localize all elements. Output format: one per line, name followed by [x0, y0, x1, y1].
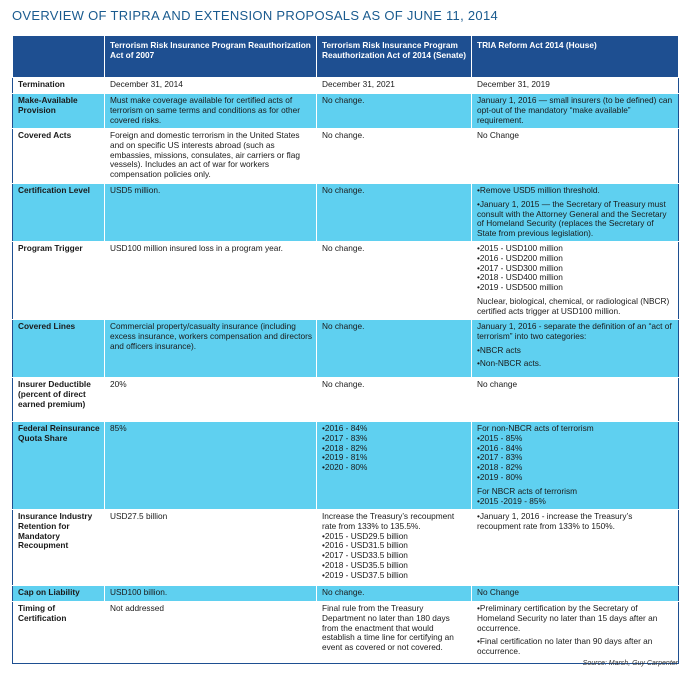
header-row [13, 36, 679, 78]
cell-house: January 1, 2016 — small insurers (to be defined) can opt-out of the mandatory “make available” requirement. [472, 94, 679, 129]
cell-house [472, 422, 679, 510]
list-item: • 2019 - 81% [322, 453, 467, 463]
row-label: Cap on Liability [13, 586, 105, 602]
list-item: • Remove USD5 million threshold. [477, 186, 674, 196]
cell-2007: USD5 million. [105, 184, 317, 242]
quota-head-nbcr: For NBCR acts of terrorism [477, 485, 578, 496]
list-item: • 2015 -2019 - 85% [477, 497, 674, 507]
row-label: Covered Lines [13, 320, 105, 378]
list-item: • 2018 - 82% [477, 463, 674, 473]
header-corner [13, 36, 105, 78]
list-item: • 2018 - 82% [322, 444, 467, 454]
cell-2007: USD27.5 billion [105, 510, 317, 586]
list-item: • 2019 - USD37.5 billion [322, 571, 467, 581]
row-label: Certification Level [13, 184, 105, 242]
cell-senate [317, 422, 472, 510]
cell-2007: USD100 billion. [105, 586, 317, 602]
cell-house: No Change [472, 586, 679, 602]
list-item: • NBCR acts [477, 346, 674, 356]
row-certification-level [13, 184, 679, 242]
cell-2007: Foreign and domestic terrorism in the United States and on specific US interests abroad (such as embassies, missions, consulates, air carriers or flag vessels). Includes an act of war for workers compensation policies only. [105, 129, 317, 184]
header-senate: Terrorism Risk Insurance Program Reauthorization Act of 2014 (Senate) [317, 36, 472, 78]
source-note: Source: Marsh, Guy Carpenter [582, 660, 678, 667]
cell-house [472, 242, 679, 320]
cell-2007: Not addressed [105, 602, 317, 664]
row-label: Insurance Industry Retention for Mandatory Recoupment [13, 510, 105, 586]
row-cap [13, 586, 679, 602]
list-item: • 2017 - 83% [477, 453, 674, 463]
cell-2007: 85% [105, 422, 317, 510]
header-house: TRIA Reform Act 2014 (House) [472, 36, 679, 78]
row-label: Covered Acts [13, 129, 105, 184]
cell-senate: No change. [317, 586, 472, 602]
list-item: • 2015 - USD100 million [477, 244, 674, 254]
row-termination [13, 78, 679, 94]
row-label: Termination [13, 78, 105, 94]
retention-intro: Increase the Treasury’s recoupment rate from 133% to 135.5%. [322, 511, 455, 531]
cell-senate: December 31, 2021 [317, 78, 472, 94]
cell-2007: December 31, 2014 [105, 78, 317, 94]
list-item: • 2016 - USD200 million [477, 254, 674, 264]
trigger-note: Nuclear, biological, chemical, or radiological (NBCR) certified acts trigger at USD100 million. [477, 295, 670, 316]
row-label: Program Trigger [13, 242, 105, 320]
cell-2007: 20% [105, 378, 317, 422]
list-item: • Non-NBCR acts. [477, 359, 674, 369]
list-item: • 2018 - USD400 million [477, 273, 674, 283]
cell-house [472, 602, 679, 664]
list-item: • 2019 - USD500 million [477, 283, 674, 293]
row-label: Timing of Certification [13, 602, 105, 664]
row-covered-acts [13, 129, 679, 184]
quota-head-non-nbcr: For non-NBCR acts of terrorism [477, 423, 594, 433]
list-item: • 2017 - 83% [322, 434, 467, 444]
cell-2007: Commercial property/casualty insurance (including excess insurance, workers compensation and directors and officers insurance). [105, 320, 317, 378]
list-item: • 2017 - USD300 million [477, 264, 674, 274]
row-program-trigger [13, 242, 679, 320]
cell-2007: Must make coverage available for certified acts of terrorism on same terms and conditions as for other covered risks. [105, 94, 317, 129]
list-item: • 2015 - 85% [477, 434, 674, 444]
row-retention [13, 510, 679, 586]
cell-house: No change [472, 378, 679, 422]
covered-lines-intro: January 1, 2016 - separate the definition of an “act of terrorism” into two categories: [477, 321, 672, 341]
row-label: Federal Reinsurance Quota Share [13, 422, 105, 510]
list-item: • 2016 - 84% [477, 444, 674, 454]
cell-senate: No change. [317, 378, 472, 422]
row-covered-lines [13, 320, 679, 378]
row-label: Make-Available Provision [13, 94, 105, 129]
cell-house: No Change [472, 129, 679, 184]
comparison-table [12, 35, 679, 664]
cell-senate: No change. [317, 320, 472, 378]
cell-house: December 31, 2019 [472, 78, 679, 94]
header-2007: Terrorism Risk Insurance Program Reauthorization Act of 2007 [105, 36, 317, 78]
list-item: • 2017 - USD33.5 billion [322, 551, 467, 561]
list-item: • Preliminary certification by the Secretary of Homeland Security no later than 15 days after an occurrence. [477, 604, 674, 633]
row-quota-share [13, 422, 679, 510]
row-insurer-deductible [13, 378, 679, 422]
page-title: OVERVIEW OF TRIPRA AND EXTENSION PROPOSALS AS OF JUNE 11, 2014 [12, 8, 499, 23]
list-item: • 2019 - 80% [477, 473, 674, 483]
cell-2007: USD100 million insured loss in a program year. [105, 242, 317, 320]
cell-senate: No change. [317, 129, 472, 184]
list-item: • 2020 - 80% [322, 463, 467, 473]
row-timing [13, 602, 679, 664]
cell-senate [317, 510, 472, 586]
cell-senate: No change. [317, 184, 472, 242]
list-item: • 2015 - USD29.5 billion [322, 532, 467, 542]
list-item: • Final certification no later than 90 days after an occurrence. [477, 637, 674, 657]
row-label: Insurer Deductible (percent of direct earned premium) [13, 378, 105, 422]
cell-house [472, 510, 679, 586]
list-item: • 2016 - 84% [322, 424, 467, 434]
cell-senate: Final rule from the Treasury Department no later than 180 days from the enactment that would establish a time line for certifying an event as covered or not covered. [317, 602, 472, 664]
cell-house [472, 184, 679, 242]
cell-senate: No change. [317, 94, 472, 129]
row-make-available [13, 94, 679, 129]
list-item: • January 1, 2015 — the Secretary of Treasury must consult with the Attorney General and the Secretary of Homeland Security (replaces the Secretary of State from previous legislation). [477, 200, 674, 239]
list-item: • 2016 - USD31.5 billion [322, 541, 467, 551]
list-item: • January 1, 2016 - increase the Treasury’s recoupment rate from 133% to 150%. [477, 512, 674, 532]
cell-house [472, 320, 679, 378]
list-item: • 2018 - USD35.5 billion [322, 561, 467, 571]
cell-senate: No change. [317, 242, 472, 320]
